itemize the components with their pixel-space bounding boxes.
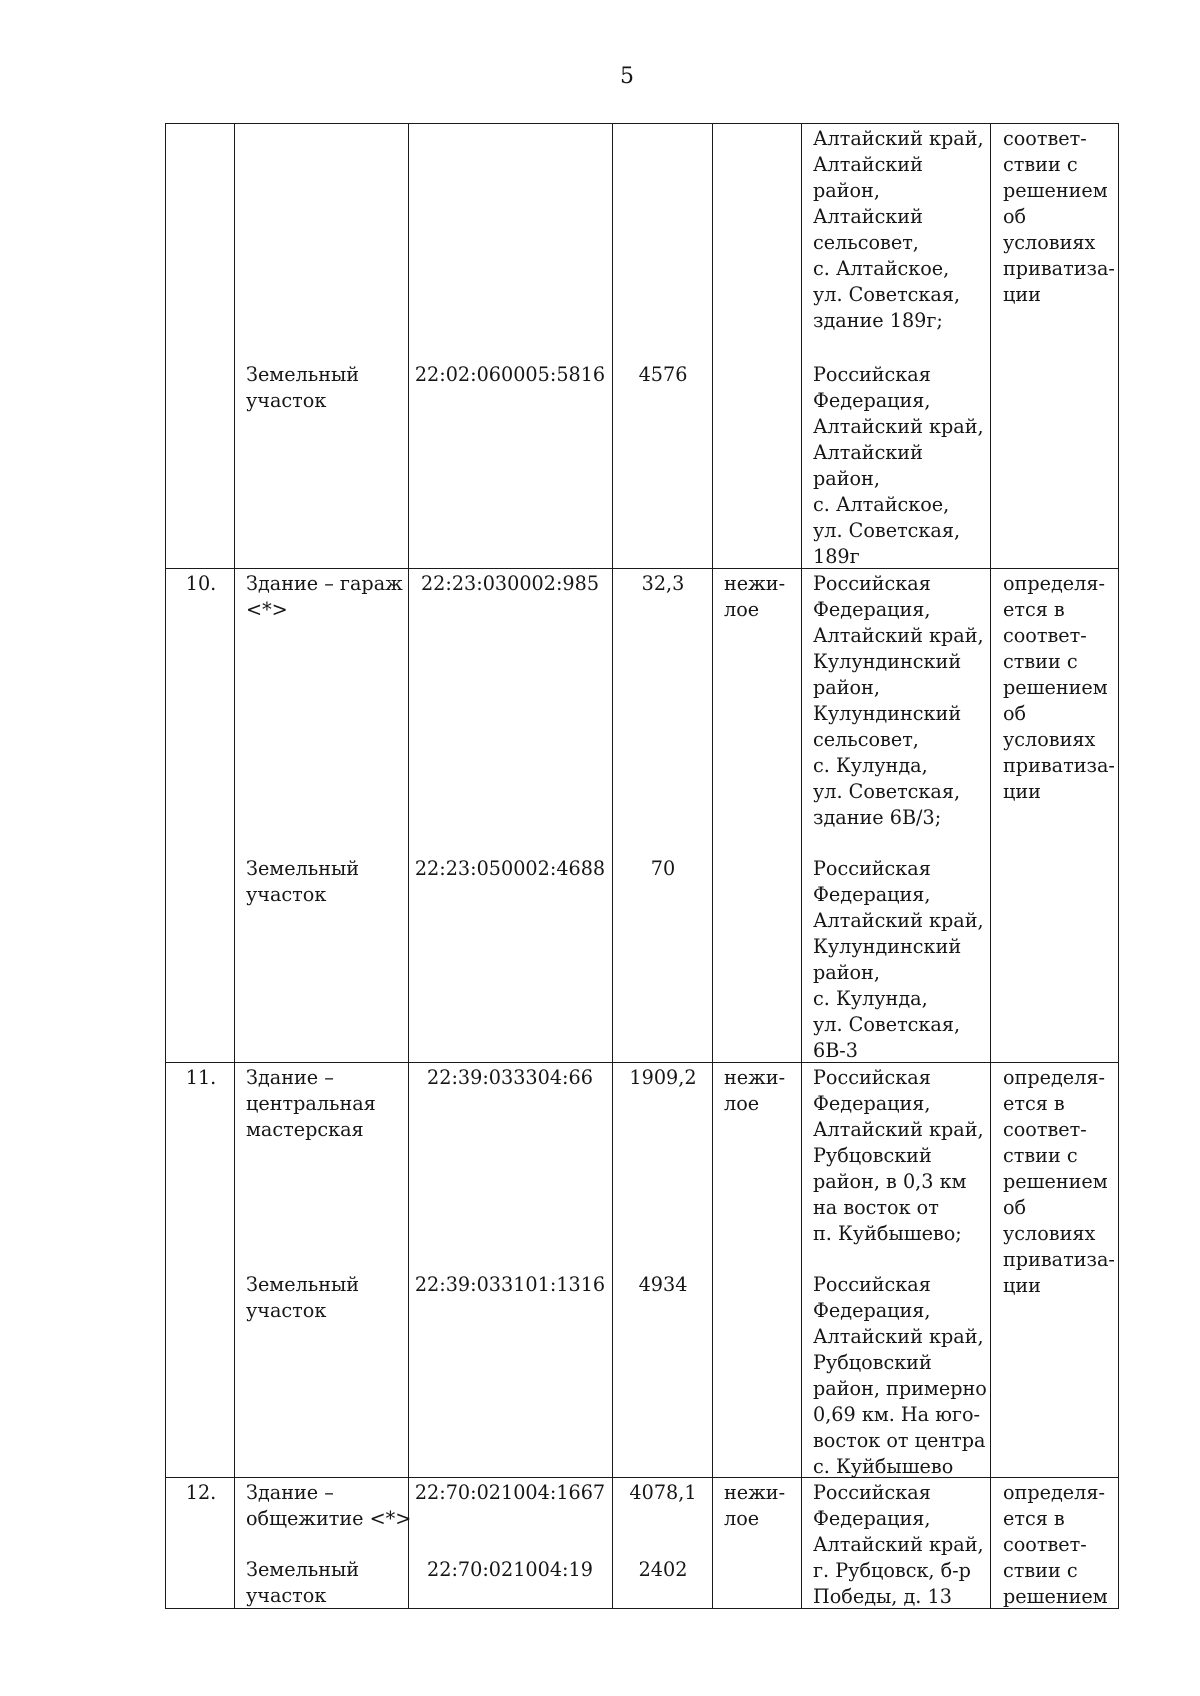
conditions-cell: определя- ется в соответ- ствии с решением (1003, 1481, 1108, 1608)
row-number-cell: 10. (185, 572, 217, 595)
object-name-cell: Земельный участок (246, 1273, 360, 1322)
cadastral-number-cell: 22:39:033304:66 (427, 1066, 593, 1089)
area-cell: 70 (650, 857, 676, 880)
cadastral-number-cell: 22:70:021004:1667 (414, 1481, 606, 1504)
conditions-cell: соответ- ствии с решением об условиях приватиза- ции (1003, 127, 1115, 306)
address-cell: Российская Федерация, Алтайский край, Алтайский район, с. Алтайское, ул. Советская, 189г (813, 363, 984, 568)
cadastral-number-cell: 22:70:021004:19 (427, 1558, 593, 1581)
row-number-cell: 12. (185, 1481, 217, 1504)
address-cell: Российская Федерация, Алтайский край, Рубцовский район, примерно 0,69 км. На юго- восток от центра с. Куйбышево (813, 1273, 987, 1478)
area-cell: 32,3 (641, 572, 685, 595)
address-cell: Российская Федерация, Алтайский край, Кулундинский район, с. Кулунда, ул. Советская, 6В-3 (813, 857, 984, 1062)
area-cell: 4934 (638, 1273, 688, 1296)
cadastral-number-cell: 22:02:060005:5816 (414, 363, 606, 386)
conditions-cell: определя- ется в соответ- ствии с решением об условиях приватиза- ции (1003, 572, 1115, 803)
address-cell: Российская Федерация, Алтайский край, Рубцовский район, в 0,3 км на восток от п. Куйбышево; (813, 1066, 984, 1245)
purpose-cell: нежи- лое (724, 572, 786, 621)
row-number-cell: 11. (185, 1066, 217, 1089)
conditions-cell: определя- ется в соответ- ствии с решением об условиях приватиза- ции (1003, 1066, 1115, 1297)
object-name-cell: Земельный участок (246, 1558, 360, 1607)
object-name-cell: Земельный участок (246, 363, 360, 412)
column-divider (801, 123, 802, 1609)
object-name-cell: Здание – центральная мастерская (246, 1066, 376, 1141)
cadastral-number-cell: 22:23:030002:985 (420, 572, 600, 595)
cadastral-number-cell: 22:23:050002:4688 (414, 857, 606, 880)
area-cell: 4078,1 (629, 1481, 697, 1504)
address-cell: Российская Федерация, Алтайский край, Кулундинский район, Кулундинский сельсовет, с. Кулунда, ул. Советская, здание 6В/3; (813, 572, 984, 829)
address-cell: Алтайский край, Алтайский район, Алтайский сельсовет, с. Алтайское, ул. Советская, здание 189г; (813, 127, 984, 332)
column-divider (234, 123, 235, 1609)
area-cell: 4576 (638, 363, 688, 386)
purpose-cell: нежи- лое (724, 1066, 786, 1115)
cadastral-number-cell: 22:39:033101:1316 (414, 1273, 606, 1296)
page-number: 5 (620, 64, 634, 89)
area-cell: 2402 (638, 1558, 688, 1581)
area-cell: 1909,2 (629, 1066, 697, 1089)
column-divider (990, 123, 991, 1609)
object-name-cell: Здание – общежитие <*> (246, 1481, 412, 1530)
address-cell: Российская Федерация, Алтайский край, г. Рубцовск, б-р Победы, д. 13 (813, 1481, 984, 1608)
object-name-cell: Здание – гараж <*> (246, 572, 403, 621)
column-divider (408, 123, 409, 1609)
object-name-cell: Земельный участок (246, 857, 360, 906)
purpose-cell: нежи- лое (724, 1481, 786, 1530)
